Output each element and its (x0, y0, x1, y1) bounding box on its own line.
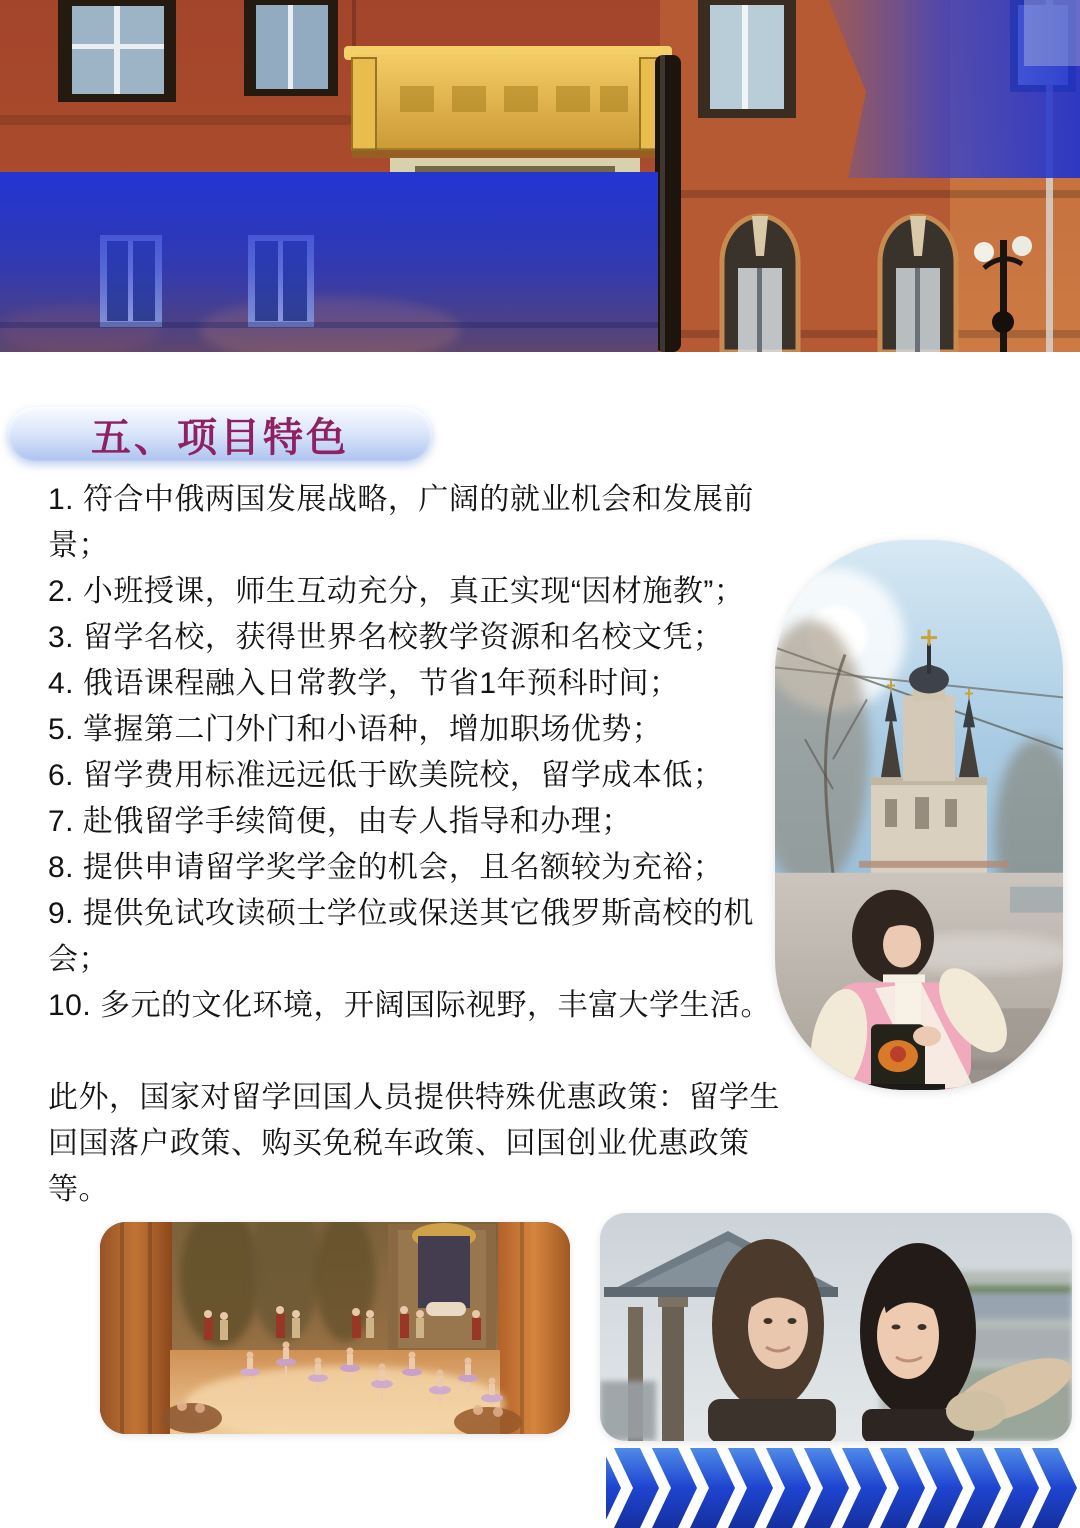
policy-note: 此外，国家对留学回国人员提供特殊优惠政策：留学生回国落户政策、购买免税车政策、回国创业优惠政策等。 (48, 1081, 780, 1206)
feature-list (48, 477, 785, 1213)
student-church-photo (775, 540, 1063, 1090)
feature-item: 5. 掌握第二门外门和小语种，增加职场优势； (48, 713, 663, 746)
hero-building-illustration (0, 0, 1080, 352)
section-title-pill (8, 407, 432, 461)
chevron-arrows-graphic (606, 1448, 1080, 1528)
feature-item: 10. 多元的文化环境，开阔国际视野，丰富大学生活。 (48, 989, 772, 1022)
feature-item: 1. 符合中俄两国发展战略，广阔的就业机会和发展前景； (48, 483, 754, 562)
section-title: 五、项目特色 (91, 415, 349, 460)
feature-item: 7. 赴俄留学手续简便，由专人指导和办理； (48, 805, 632, 838)
feature-item: 3. 留学名校，获得世界名校教学资源和名校文凭； (48, 621, 724, 654)
hero-building-photo (0, 0, 1080, 352)
selfie-illustration (600, 1213, 1072, 1441)
chevron-arrows (606, 1448, 1080, 1528)
feature-item: 8. 提供申请留学奖学金的机会，且名额较为充裕； (48, 851, 724, 884)
ballet-photo (100, 1222, 570, 1434)
selfie-photo (600, 1213, 1072, 1441)
student-church-illustration (775, 540, 1063, 1090)
ballet-illustration (100, 1222, 570, 1434)
feature-item: 2. 小班授课，师生互动充分，真正实现“因材施教”； (48, 575, 745, 608)
feature-item: 4. 俄语课程融入日常教学，节省1年预科时间； (48, 667, 680, 700)
feature-item: 9. 提供免试攻读硕士学位或保送其它俄罗斯高校的机会； (48, 897, 754, 976)
feature-item: 6. 留学费用标准远远低于欧美院校，留学成本低； (48, 759, 724, 792)
